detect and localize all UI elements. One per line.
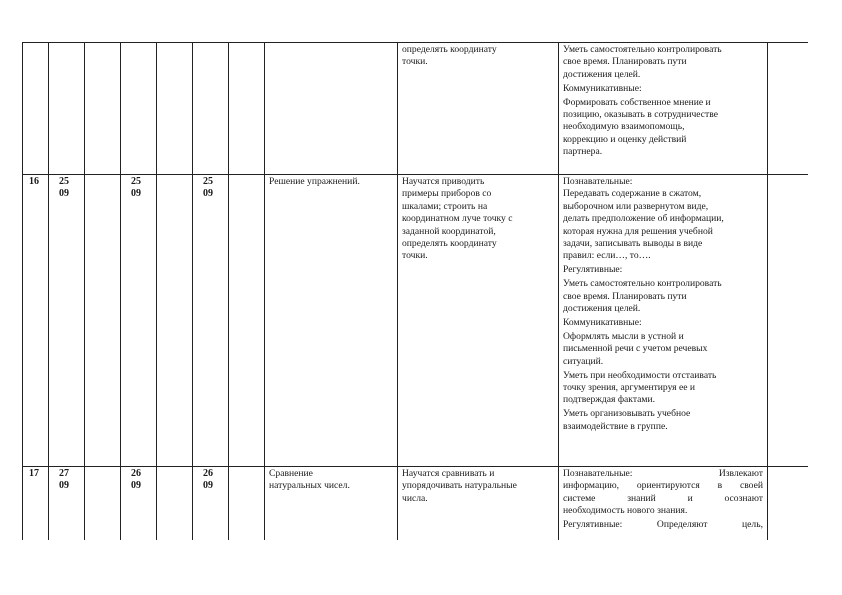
uud-block [563, 331, 763, 368]
empty-cell [85, 175, 121, 467]
uud-line: необходимость нового знания. [563, 505, 688, 517]
expected-results-line: определять координату [402, 238, 497, 250]
expected-results-line: заданной координатой, [402, 225, 496, 237]
expected-results-line: шкалами; строить на [402, 200, 488, 212]
lesson-topic-line: натуральных чисел. [269, 480, 350, 492]
uud-line: делать предположение об информации, [563, 213, 724, 225]
lesson-number-text: 17 [29, 468, 39, 479]
uud-line: Оформлять мысли в устной и [563, 330, 684, 342]
empty-cell [157, 467, 193, 541]
uud-line: Коммуникативные: [563, 316, 642, 328]
uud-line: Коммуникативные: [563, 82, 642, 94]
planned-date-class-b [121, 175, 157, 467]
table-row [23, 43, 809, 175]
uud-line: свое время. Планировать пути [563, 56, 687, 68]
uud-block [563, 278, 763, 315]
table-row [23, 467, 809, 541]
learning-activities [559, 43, 768, 175]
lesson-number [23, 175, 49, 467]
uud-block [563, 317, 763, 329]
uud-line: Познавательные: Извлекают [563, 468, 763, 479]
table-row [23, 175, 809, 467]
notes-cell [768, 175, 809, 467]
expected-results [398, 43, 559, 175]
uud-line: точку зрения, аргументируя ее и [563, 382, 696, 393]
uud-line: Уметь самостоятельно контролировать [563, 44, 722, 55]
empty-cell [229, 175, 265, 467]
planned-date-class-b-line: 09 [131, 188, 141, 200]
uud-block [563, 83, 763, 95]
uud-block [563, 370, 763, 407]
expected-results-line: Научатся приводить [402, 176, 485, 187]
planned-date [49, 43, 85, 175]
uud-block [563, 519, 763, 531]
uud-line: Формировать собственное мнение и [563, 96, 711, 108]
planned-date-class-c-line: 26 [203, 468, 213, 479]
uud-line: достижения целей. [563, 68, 641, 80]
empty-cell [229, 43, 265, 175]
notes-cell [768, 43, 809, 175]
planned-date-class-b [121, 467, 157, 541]
lesson-topic [265, 43, 398, 175]
lesson-topic [265, 175, 398, 467]
uud-line: выборочном или развернутом виде, [563, 200, 709, 212]
uud-line: необходимую взаимопомощь, [563, 121, 685, 133]
lesson-number [23, 467, 49, 541]
learning-activities [559, 467, 768, 541]
uud-line: правил: если…, то…. [563, 250, 651, 262]
lesson-topic [265, 467, 398, 541]
uud-line: задачи, записывать выводы в виде [563, 238, 703, 250]
uud-line: достижения целей. [563, 303, 641, 315]
planned-date-line: 25 [59, 176, 69, 187]
planned-date-class-c-line: 25 [203, 176, 213, 187]
uud-line: Передавать содержание в сжатом, [563, 188, 702, 200]
empty-cell [229, 467, 265, 541]
planned-date-line: 27 [59, 468, 69, 479]
lesson-plan-table [22, 42, 808, 540]
planned-date-class-c [193, 175, 229, 467]
planned-date-class-b-line: 26 [131, 468, 141, 479]
uud-line: подтверждая фактами. [563, 394, 656, 406]
uud-line: которая нужна для решения учебной [563, 225, 713, 237]
planned-date [49, 467, 85, 541]
uud-line: письменной речи с учетом речевых [563, 343, 708, 355]
expected-results [398, 467, 559, 541]
thematic-planning-table [22, 42, 808, 540]
planned-date-class-c [193, 43, 229, 175]
lesson-number [23, 43, 49, 175]
planned-date-class-b-line: 25 [131, 176, 141, 187]
expected-results [398, 175, 559, 467]
planned-date-line: 09 [59, 480, 69, 492]
expected-results-line: числа. [402, 492, 428, 504]
uud-line: партнера. [563, 146, 603, 158]
planned-date-class-c-line: 09 [203, 188, 213, 200]
uud-line: Регулятивные: [563, 264, 623, 276]
uud-block [563, 97, 763, 159]
table-body [23, 43, 809, 541]
expected-results-line: упорядочивать натуральные [402, 480, 517, 492]
empty-cell [85, 43, 121, 175]
lesson-topic-line: Решение упражнений. [269, 176, 360, 187]
learning-activities [559, 175, 768, 467]
uud-line: свое время. Планировать пути [563, 290, 687, 302]
expected-results-line: Научатся сравнивать и [402, 468, 495, 479]
lesson-number-text: 16 [29, 176, 39, 187]
uud-block [563, 468, 763, 518]
uud-line: системе знаний и осознают [563, 492, 763, 504]
uud-block [563, 176, 763, 263]
planned-date-class-b-line: 09 [131, 480, 141, 492]
planned-date-class-c-line: 09 [203, 480, 213, 492]
uud-line: ситуаций. [563, 355, 604, 367]
expected-results-line: точки. [402, 250, 428, 262]
uud-block [563, 264, 763, 276]
uud-line: коррекцию и оценку действий [563, 133, 687, 145]
planned-date-line: 09 [59, 188, 69, 200]
uud-line: Уметь при необходимости отстаивать [563, 369, 717, 381]
empty-cell [85, 467, 121, 541]
uud-line: Уметь самостоятельно контролировать [563, 278, 722, 290]
uud-line: Уметь организовывать учебное [563, 408, 691, 420]
uud-block [563, 44, 763, 81]
uud-line: Регулятивные: Определяют цель, [563, 519, 763, 531]
expected-results-line: координатном луче точку с [402, 213, 513, 225]
uud-block [563, 408, 763, 433]
expected-results-line: определять координату [402, 44, 497, 55]
uud-line: взаимодействие в группе. [563, 420, 668, 432]
planned-date-class-c [193, 467, 229, 541]
empty-cell [157, 175, 193, 467]
expected-results-line: точки. [402, 56, 428, 68]
uud-line: Познавательные: [563, 176, 633, 187]
notes-cell [768, 467, 809, 541]
uud-line: информацию, ориентируются в своей [563, 480, 763, 492]
uud-line: позицию, оказывать в сотрудничестве [563, 109, 718, 121]
planned-date [49, 175, 85, 467]
expected-results-line: примеры приборов со [402, 188, 492, 200]
lesson-topic-line: Сравнение [269, 468, 313, 479]
planned-date-class-b [121, 43, 157, 175]
empty-cell [157, 43, 193, 175]
